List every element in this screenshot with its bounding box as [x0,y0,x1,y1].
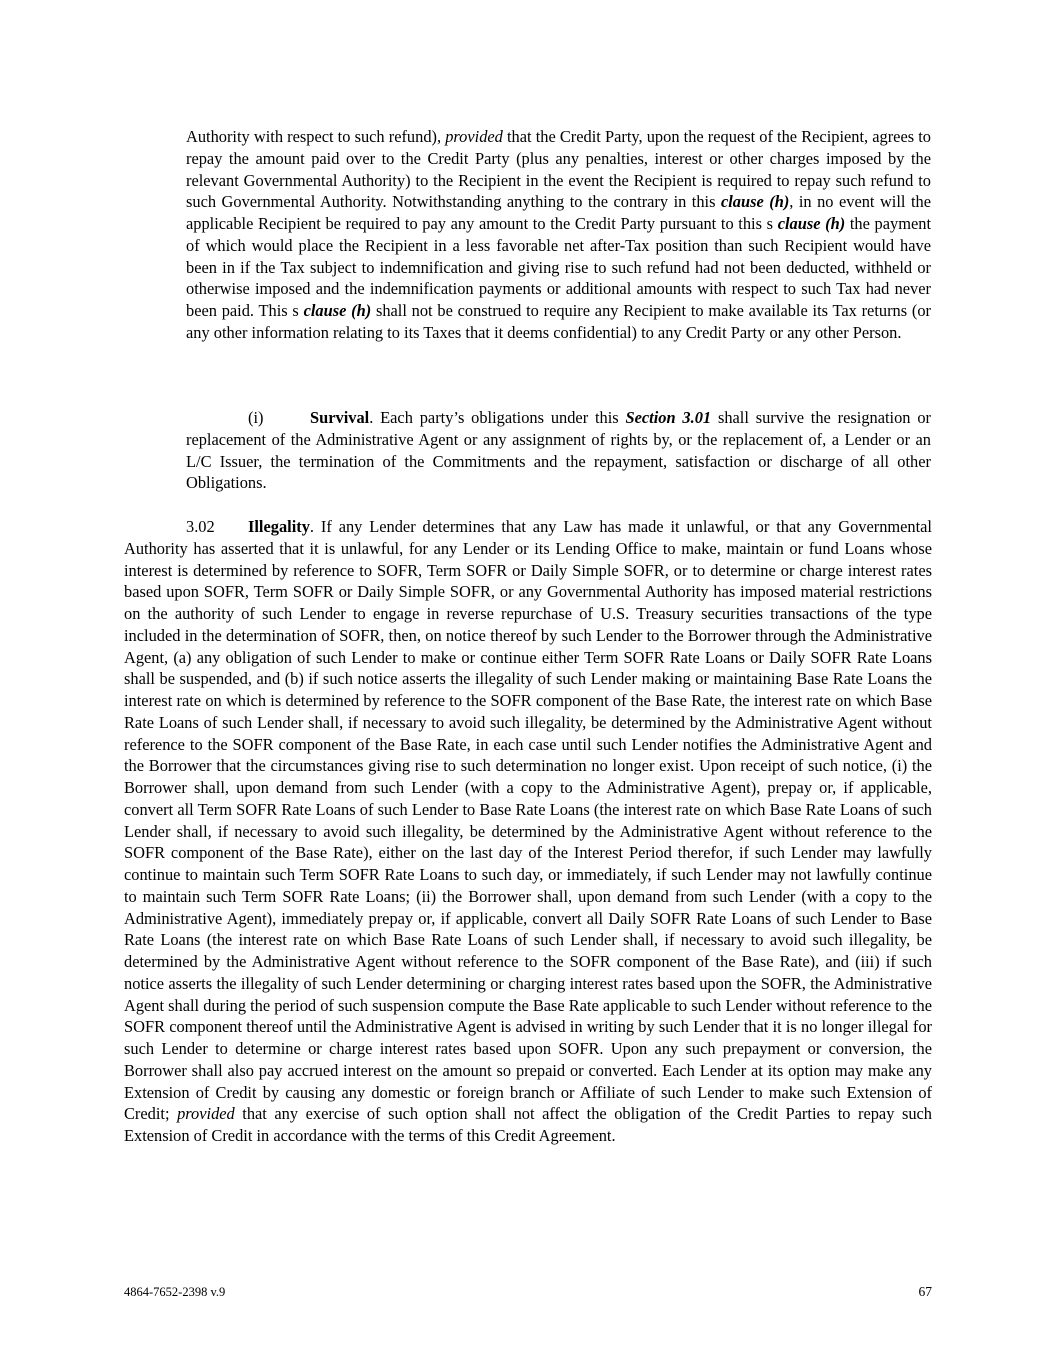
footer-page-number: 67 [918,1284,932,1299]
clause-reference: clause (h) [303,301,372,320]
clause-heading: Survival [310,408,370,427]
text-run: Authority with respect to such refund), [186,127,446,146]
text-run: the payment of which would place the Recipient in a less favorable net after-Tax position than such Recipient would have been in if the Tax subject to indemnification and giving rise to such refund had not been deducted, withheld or otherwise imposed and the indemnification payments or additional amounts with respect to such Tax had never been paid. This s [186,214,931,320]
text-run: that the Credit Party, upon the request of the Recipient, agrees to repay the amount paid over to the Credit Party (plus any penalties, interest or other charges imposed by the relevant Governmental Authority) to the Recipient in the event the Recipient is required to repay such refund to such Governmental Authority. Notwithstanding anything to the contrary in this [186,127,931,212]
italic-provided: provided [177,1104,235,1124]
italic-provided: provided [445,127,503,146]
paragraph-clause-h-continued [186,126,931,344]
paragraph-section-3-02-illegality [124,516,932,1147]
footer-document-id: 4864-7652-2398 v.9 [124,1285,226,1299]
text-run: . Each party’s obligations under this [369,408,626,427]
text-run: , in no event will the applicable Recipient be required to pay any amount to the Credit Party pursuant to this s [186,192,931,233]
section-heading: Illegality [248,517,310,536]
clause-reference: clause (h) [777,214,846,233]
paragraph-clause-i-survival [186,407,931,494]
clause-reference: clause (h) [720,192,790,212]
text-run: . If any Lender determines that any Law has made it unlawful, or that any Governmental Authority has asserted that it is unlawful, for any Lender or its Lending Office to make, maintain or fund Loans whose interest is determined by reference to SOFR, Term SOFR or Daily Simple SOFR, or to determine or charge interest rates based upon SOFR, Term SOFR or Daily Simple SOFR, or any Governmental Authority has imposed material restrictions on the authority of such Lender to engage in reverse repurchase of U.S. Treasury securities transactions of the type included in the determination of SOFR, then, on notice thereof by such Lender to the Borrower through the Administrative Agent, (a) any obligation of such Lender to make or continue either Term SOFR Rate Loans or Daily SOFR Rate Loans shall be suspended, and (b) if such notice asserts the illegality of such Lender making or maintaining Base Rate Loans the interest rate on which is determined by reference to the SOFR component of the Base Rate, the interest rate on which Base Rate Loans of such Lender shall, if necessary to avoid such illegality, be determined by the Administrative Agent without reference to the SOFR component of the Base Rate, in each case until such Lender notifies the Administrative Agent and the Borrower that the circumstances giving rise to such determination no longer exist. Upon receipt of such notice, (i) the Borrower shall, upon demand from such Lender (with a copy to the Administrative Agent), prepay or, if applicable, convert all Term SOFR Rate Loans of such Lender to Base Rate Loans (the interest rate on which Base Rate Loans of such Lender shall, if necessary to avoid such illegality, be determined by the Administrative Agent without reference to the SOFR component of the Base Rate), either on the last day of the Interest Period therefor, if such Lender may lawfully continue to maintain such Term SOFR Rate Loans to such day, or immediately, if such Lender may not lawfully continue to maintain such Term SOFR Rate Loans; (ii) the Borrower shall, upon demand from such Lender (with a copy to the Administrative Agent), immediately prepay or, if applicable, convert all Daily SOFR Rate Loans of such Lender to Base Rate Loans (the interest rate on which Base Rate Loans of such Lender shall, if necessary to avoid such illegality, be determined by the Administrative Agent without reference to the SOFR component of the Base Rate), and (iii) if such notice asserts the illegality of such Lender determining or charging interest rates based upon the SOFR, the Administrative Agent shall during the period of such suspension compute the Base Rate applicable to such Lender without reference to the SOFR component thereof until the Administrative Agent is advised in writing by such Lender that it is no longer illegal for such Lender to determine or charge interest rates based upon SOFR. Upon any such prepayment or conversion, the Borrower shall also pay accrued interest on the amount so prepaid or converted. Each Lender at its option may make any Extension of Credit by causing any domestic or foreign branch or Affiliate of such Lender to make such Extension of Credit; [124,517,932,1124]
section-reference: Section 3.01 [625,408,712,427]
clause-marker: (i) [248,408,264,427]
text-run: shall survive the resignation or replacement of the Administrative Agent or any assignment of rights by, or the replacement of, a Lender or an L/C Issuer, the termination of the Commitments and the repayment, satisfaction or discharge of all other Obligations. [186,408,931,493]
section-number: 3.02 [186,517,215,536]
text-run: shall not be construed to require any Recipient to make available its Tax returns (or any other information relating to its Taxes that it deems confidential) to any Credit Party or any other Person. [186,301,931,342]
text-run: that any exercise of such option shall not affect the obligation of the Credit Parties to repay such Extension of Credit in accordance with the terms of this Credit Agreement. [124,1104,932,1145]
